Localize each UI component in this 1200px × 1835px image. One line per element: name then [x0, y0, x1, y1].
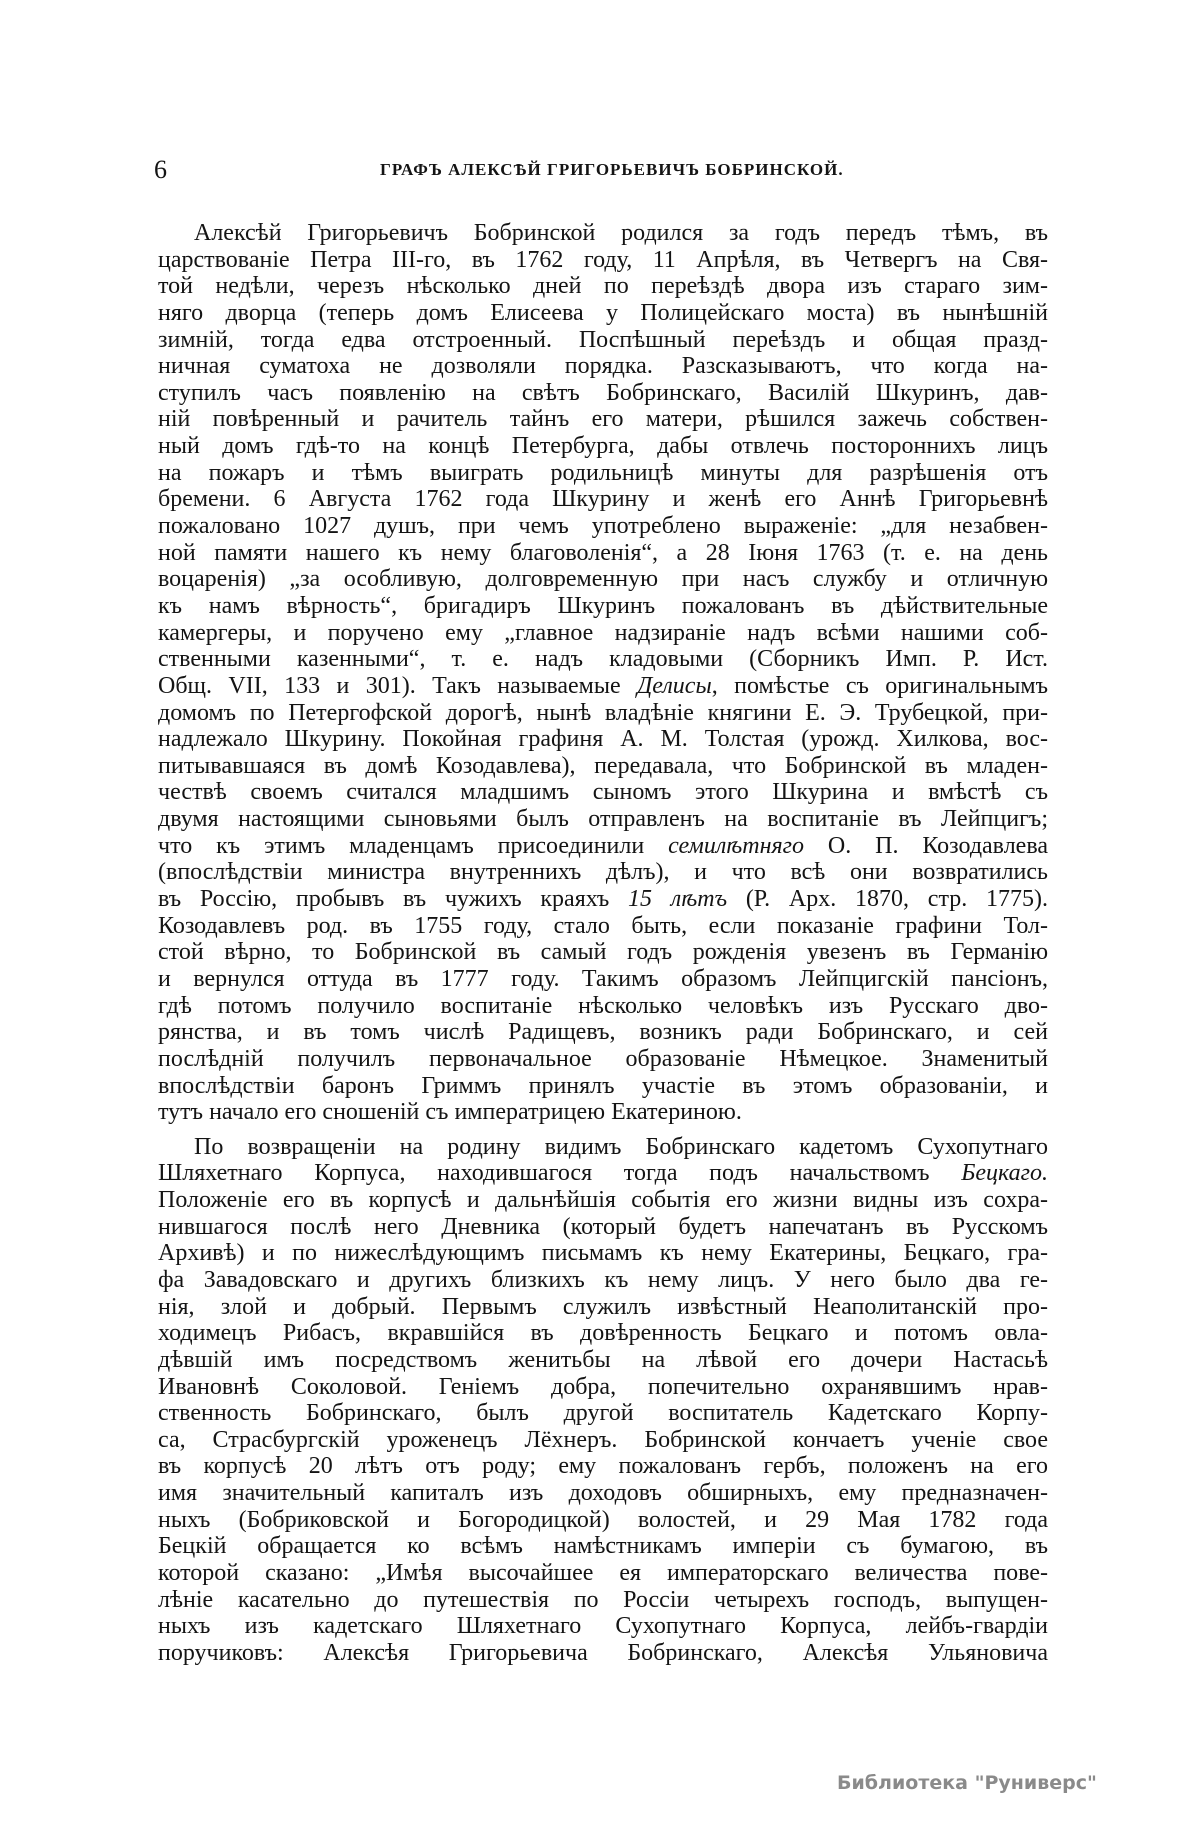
- text-line: [158, 1480, 1048, 1507]
- text-segment: тутъ начало его сношеній съ императрицею Екатериною.: [158, 1099, 742, 1126]
- text-line: [158, 540, 1048, 567]
- text-segment: ній повѣренный и рачитель тайнъ его матери, рѣшился зажечь собствен-: [158, 406, 1048, 433]
- text-line: [158, 1347, 1048, 1374]
- text-segment: Положеніе его въ корпусѣ и дальнѣйшія событія его жизни видны изъ сохра-: [158, 1187, 1048, 1214]
- text-segment: ходимецъ Рибасъ, вкравшійся въ довѣренность Бецкаго и потомъ овла-: [158, 1320, 1048, 1347]
- text-line: [158, 566, 1048, 593]
- text-line: [158, 273, 1048, 300]
- text-line: [158, 300, 1048, 327]
- text-segment: ныхъ изъ кадетскаго Шляхетнаго Сухопутнаго Корпуса, лейбъ-гвардіи: [158, 1613, 1048, 1640]
- text-line: [158, 886, 1048, 913]
- text-segment: поручиковъ: Алексѣя Григорьевича Бобринскаго, Алексѣя Ульяновича: [158, 1639, 1048, 1666]
- italic-text: семилѣтняго: [668, 832, 805, 859]
- text-line: [158, 220, 1048, 247]
- text-segment: дѣвшій имъ посредствомъ женитьбы на лѣвой его дочери Настасьѣ: [158, 1346, 1048, 1373]
- text-segment: двумя настоящими сыновьями былъ отправленъ на воспитаніе въ Лейпцигъ;: [158, 806, 1048, 833]
- text-line: [158, 833, 1048, 860]
- text-line: [158, 1046, 1048, 1073]
- text-line: [158, 1613, 1048, 1640]
- text-segment: фа Завадовскаго и другихъ близкихъ къ нему лицъ. У него было два ге-: [158, 1266, 1048, 1293]
- text-line: [158, 1560, 1048, 1587]
- text-line: [158, 327, 1048, 354]
- text-line: [158, 247, 1048, 274]
- text-line: [158, 753, 1048, 780]
- text-line: [158, 513, 1048, 540]
- text-line: [158, 1640, 1048, 1667]
- text-line: [158, 1134, 1048, 1161]
- text-segment: и вернулся оттуда въ 1777 году. Такимъ образомъ Лейпцигскій пансіонъ,: [158, 965, 1048, 992]
- text-segment: надлежало Шкурину. Покойная графиня А. М. Толстая (урожд. Хилкова, вос-: [158, 726, 1048, 753]
- text-segment: ный домъ гдѣ-то на концѣ Петербурга, дабы отвлечь постороннихъ лицъ: [158, 433, 1048, 460]
- text-line: [158, 966, 1048, 993]
- text-segment: , помѣстье съ оригинальнымъ: [711, 672, 1048, 699]
- text-line: [158, 1587, 1048, 1614]
- paragraph: [158, 1134, 1048, 1667]
- text-segment: питывавшаяся въ домѣ Козодавлева), передавала, что Бобринской въ младен-: [158, 752, 1048, 779]
- text-line: [158, 806, 1048, 833]
- text-line: [158, 1019, 1048, 1046]
- text-segment: Бецкій обращается ко всѣмъ намѣстникамъ имперіи съ бумагою, въ: [158, 1533, 1048, 1560]
- page-number: 6: [154, 155, 167, 184]
- text-segment: впослѣдствіи баронъ Гриммъ принялъ участіе въ этомъ образованіи, и: [158, 1072, 1048, 1099]
- text-segment: въ корпусѣ 20 лѣтъ отъ роду; ему пожалованъ гербъ, положенъ на его: [158, 1453, 1048, 1480]
- text-segment: воцаренія) „за особливую, долговременную при насъ службу и отличную: [158, 566, 1048, 593]
- text-line: [158, 1374, 1048, 1401]
- text-segment: камергеры, и поручено ему „главное надзираніе надъ всѣми нашими соб-: [158, 619, 1048, 646]
- text-line: [158, 700, 1048, 727]
- text-segment: Общ. VII, 133 и 301). Такъ называемые: [158, 672, 638, 699]
- text-segment: ственными казенными“, т. е. надъ кладовыми (Сборникъ Имп. Р. Ист.: [158, 646, 1048, 673]
- text-segment: рянства, и въ томъ числѣ Радищевъ, возникъ ради Бобринскаго, и сей: [158, 1019, 1048, 1046]
- library-watermark: Библиотека "Руниверс": [837, 1772, 1097, 1794]
- text-segment: нившагося послѣ него Дневника (который будетъ напечатанъ въ Русскомъ: [158, 1213, 1048, 1240]
- text-segment: царствованіе Петра III-го, въ 1762 году, 11 Апрѣля, въ Четвергъ на Свя-: [158, 246, 1048, 273]
- text-segment: бремени. 6 Августа 1762 года Шкурину и женѣ его Аннѣ Григорьевнѣ: [158, 486, 1048, 513]
- text-segment: чествѣ своемъ считался младшимъ сыномъ этого Шкурина и вмѣстѣ съ: [158, 779, 1048, 806]
- text-line: [158, 993, 1048, 1020]
- text-line: [158, 1507, 1048, 1534]
- text-segment: которой сказано: „Имѣя высочайшее ея императорскаго величества пове-: [158, 1560, 1048, 1587]
- text-segment: Шляхетнаго Корпуса, находившагося тогда подъ начальствомъ: [158, 1160, 962, 1187]
- text-segment: (впослѣдствіи министра внутреннихъ дѣлъ), и что всѣ они возвратились: [158, 859, 1048, 886]
- text-line: [158, 646, 1048, 673]
- text-segment: къ намъ вѣрность“, бригадиръ Шкуринъ пожалованъ въ дѣйствительные: [158, 592, 1048, 619]
- text-segment: стой вѣрно, то Бобринской въ самый годъ рожденія увезенъ въ Германію: [158, 939, 1048, 966]
- text-segment: домомъ по Петергофской дорогѣ, нынѣ владѣніе княгини Е. Э. Трубецкой, при-: [158, 699, 1048, 726]
- text-segment: няго дворца (теперь домъ Елисеева у Полицейскаго моста) въ нынѣшній: [158, 299, 1048, 326]
- text-segment: Архивѣ) и по нижеслѣдующимъ письмамъ къ нему Екатерины, Бецкаго, гра-: [158, 1240, 1048, 1267]
- text-segment: ной памяти нашего къ нему благоволенія“, а 28 Іюня 1763 (т. е. на день: [158, 539, 1048, 566]
- text-segment: ственность Бобринскаго, былъ другой воспитатель Кадетскаго Корпу-: [158, 1400, 1048, 1427]
- text-line: [158, 1160, 1048, 1187]
- running-title: ГРАФЪ АЛЕКСѢЙ ГРИГОРЬЕВИЧЪ БОБРИНСКОЙ.: [380, 160, 844, 179]
- text-segment: По возвращеніи на родину видимъ Бобринскаго кадетомъ Сухопутнаго: [194, 1133, 1048, 1160]
- text-segment: Козодавлевъ род. въ 1755 году, стало быть, если показаніе графини Тол-: [158, 912, 1048, 939]
- text-segment: Ивановнѣ Соколовой. Геніемъ добра, попечительно охранявшимъ нрав-: [158, 1373, 1048, 1400]
- text-line: [158, 1099, 1048, 1126]
- text-line: [158, 673, 1048, 700]
- text-segment: ныхъ (Бобриковской и Богородицкой) волостей, и 29 Мая 1782 года: [158, 1506, 1048, 1533]
- text-line: [158, 406, 1048, 433]
- text-line: [158, 486, 1048, 513]
- text-segment: О. П. Козодавлева: [804, 832, 1048, 859]
- text-segment: нія, злой и добрый. Первымъ служилъ извѣстный Неаполитанскій про-: [158, 1293, 1048, 1320]
- text-line: [158, 1427, 1048, 1454]
- text-line: [158, 1533, 1048, 1560]
- text-segment: той недѣли, черезъ нѣсколько дней по переѣздѣ двора изъ стараго зим-: [158, 273, 1048, 300]
- text-segment: гдѣ потомъ получило воспитаніе нѣсколько человѣкъ изъ Русскаго дво-: [158, 992, 1048, 1019]
- text-line: [158, 726, 1048, 753]
- text-segment: на пожаръ и тѣмъ выиграть родильницѣ минуты для разрѣшенія отъ: [158, 459, 1048, 486]
- text-segment: са, Страсбургскій уроженецъ Лёхнеръ. Бобринской кончаетъ ученіе свое: [158, 1426, 1048, 1453]
- text-segment: имя значительный капиталъ изъ доходовъ обширныхъ, ему предназначен-: [158, 1480, 1048, 1507]
- text-line: [158, 593, 1048, 620]
- text-segment: (Р. Арх. 1870, стр. 1775).: [727, 886, 1048, 913]
- text-line: [158, 1240, 1048, 1267]
- text-line: [158, 859, 1048, 886]
- text-line: [158, 460, 1048, 487]
- text-line: [158, 1320, 1048, 1347]
- text-line: [158, 1294, 1048, 1321]
- text-segment: зимній, тогда едва отстроенный. Поспѣшный переѣздъ и общая празд-: [158, 326, 1048, 353]
- text-line: [158, 1453, 1048, 1480]
- text-segment: ничная суматоха не дозволяли порядка. Разсказываютъ, что когда на-: [158, 353, 1048, 380]
- text-line: [158, 1073, 1048, 1100]
- text-line: [158, 913, 1048, 940]
- text-line: [158, 380, 1048, 407]
- text-line: [158, 1187, 1048, 1214]
- text-segment: въ Россію, пробывъ въ чужихъ краяхъ: [158, 886, 629, 913]
- text-line: [158, 1267, 1048, 1294]
- italic-text: Бецкаго.: [961, 1160, 1048, 1187]
- text-segment: послѣдній получилъ первоначальное образованіе Нѣмецкое. Знаменитый: [158, 1045, 1048, 1072]
- text-line: [158, 433, 1048, 460]
- body-text: [158, 220, 1048, 1667]
- paragraph: [158, 220, 1048, 1126]
- text-segment: лѣніе касательно до путешествія по Россіи четырехъ господъ, выпущен-: [158, 1586, 1048, 1613]
- text-segment: пожаловано 1027 душъ, при чемъ употреблено выраженіе: „для незабвен-: [158, 513, 1048, 540]
- text-line: [158, 1400, 1048, 1427]
- text-line: [158, 353, 1048, 380]
- text-line: [158, 1214, 1048, 1241]
- text-line: [158, 620, 1048, 647]
- italic-text: Делисы: [637, 672, 712, 699]
- text-line: [158, 939, 1048, 966]
- text-line: [158, 779, 1048, 806]
- text-segment: Алексѣй Григорьевичъ Бобринской родился за годъ передъ тѣмъ, въ: [194, 220, 1048, 246]
- text-segment: ступилъ часъ появленію на свѣтъ Бобринскаго, Василій Шкуринъ, дав-: [158, 379, 1048, 406]
- italic-text: 15 лѣтъ: [628, 886, 728, 913]
- text-segment: что къ этимъ младенцамъ присоединили: [158, 832, 669, 859]
